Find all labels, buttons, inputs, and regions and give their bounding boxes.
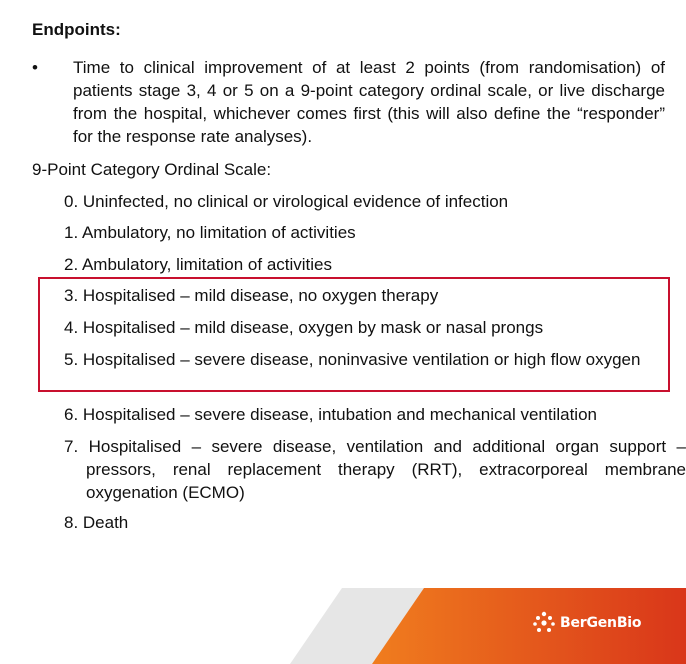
endpoints-heading: Endpoints:: [32, 20, 121, 39]
scale-item-3: 3. Hospitalised – mild disease, no oxygen therapy: [64, 286, 439, 305]
scale-item-1: 1. Ambulatory, no limitation of activities: [64, 223, 356, 242]
bergenbio-logo-text: BerGenBio: [560, 615, 642, 631]
scale-item-6: 6. Hospitalised – severe disease, intubation and mechanical ventilation: [64, 405, 597, 424]
bergenbio-logo-icon: [532, 611, 556, 635]
scale-item-0: 0. Uninfected, no clinical or virological evidence of infection: [64, 192, 509, 211]
scale-item-8: 8. Death: [64, 513, 129, 532]
bergenbio-logo: [532, 611, 641, 635]
scale-item-2: 2. Ambulatory, limitation of activities: [64, 255, 333, 274]
scale-item-7: 7. Hospitalised – severe disease, ventilation and additional organ support – pressors, renal replacement therapy (RRT), extracorporeal membrane oxygenation (ECMO): [64, 437, 686, 502]
scale-item-5: 5. Hospitalised – severe disease, noninvasive ventilation or high flow oxygen: [64, 350, 641, 369]
scale-title: 9-Point Category Ordinal Scale:: [32, 160, 272, 179]
bullet-dot: •: [32, 58, 38, 77]
highlight-box: [38, 277, 670, 392]
scale-item-4: 4. Hospitalised – mild disease, oxygen by mask or nasal prongs: [64, 318, 544, 337]
endpoint-description: Time to clinical improvement of at least 2 points (from randomisation) of patients stage 3, 4 or 5 on a 9-point category ordinal scale, or live discharge from the hospital, whichever comes first (this will also define the “responder” for the response rate analyses).: [73, 58, 665, 146]
